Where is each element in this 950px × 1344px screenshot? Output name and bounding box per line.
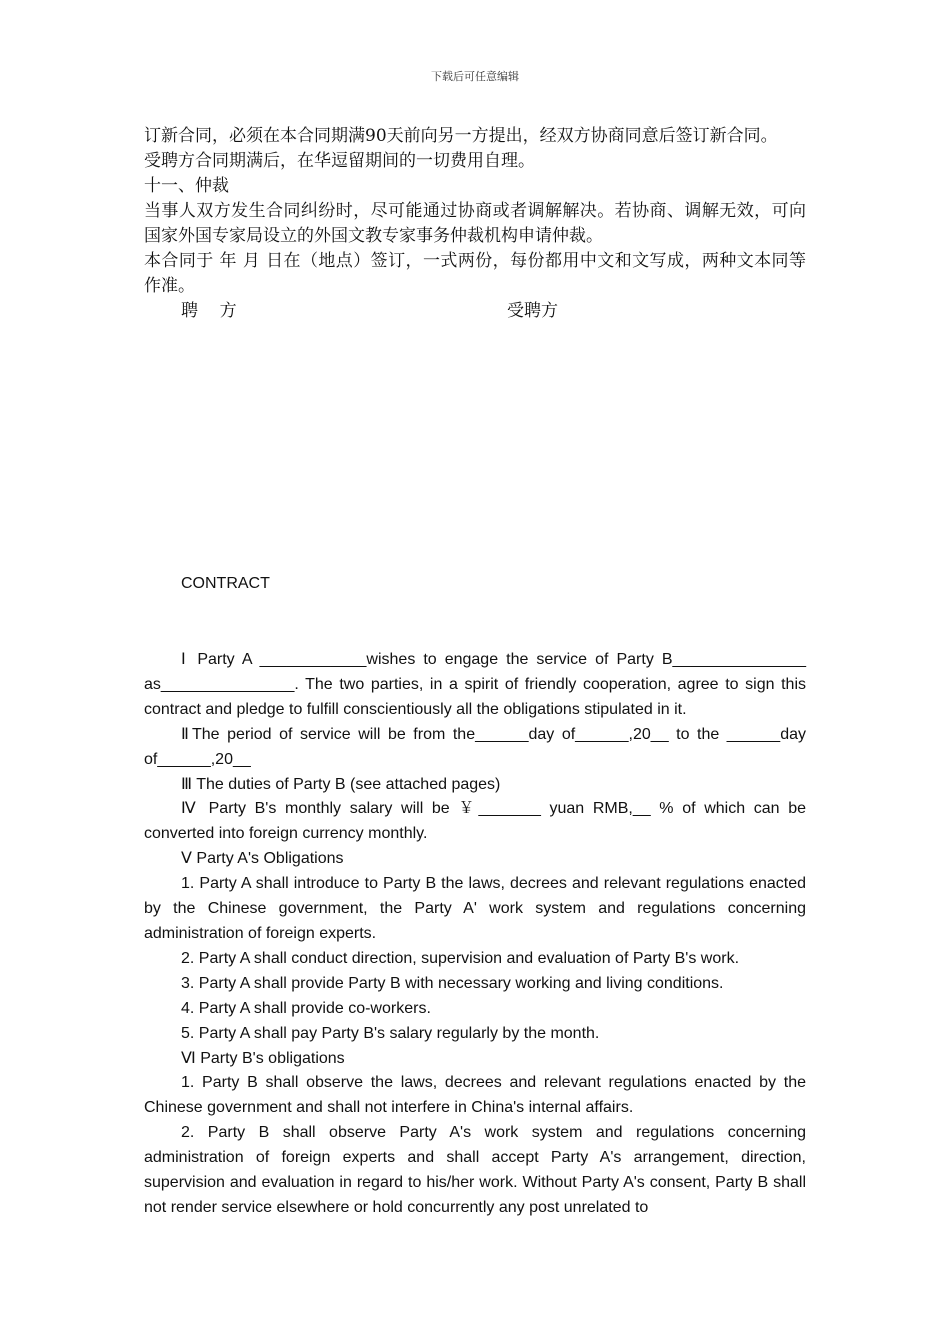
- en-paragraph: 3. Party A shall provide Party B with necessary working and living conditions.: [181, 974, 724, 992]
- en-paragraph: 2. Party A shall conduct direction, supervision and evaluation of Party B's work.: [181, 949, 740, 967]
- en-paragraph: 1. Party A shall introduce to Party B the laws, decrees and relevant regulations enacted by the Chinese government, the Party A' work system and regulations concerning administration of foreign experts.: [144, 875, 806, 942]
- zh-section-heading: 十一、仲裁: [144, 176, 229, 196]
- en-paragraph: Ⅳ Party B's monthly salary will be ￥_______ yuan RMB,__ % of which can be converted into foreign currency monthly.: [144, 800, 806, 843]
- en-paragraph: Ⅰ Party A ____________wishes to engage the service of Party B_______________ as_______________. The two parties, in a spirit of friendly cooperation, agree to sign this contract and pledge to fulfill conscientiously all the obligations stipulated in it.: [144, 651, 806, 718]
- zh-paragraph: 本合同于 年 月 日在（地点）签订，一式两份，每份都用中文和文写成，两种文本同等作准。: [144, 251, 806, 296]
- english-section: [144, 648, 806, 1221]
- zh-paragraph: 订新合同，必须在本合同期满90天前向另一方提出，经双方协商同意后签订新合同。: [144, 126, 778, 146]
- en-paragraph: 4. Party A shall provide co-workers.: [181, 999, 431, 1017]
- zh-paragraph: 当事人双方发生合同纠纷时，尽可能通过协商或者调解解决。若协商、调解无效，可向国家外国专家局设立的外国文教专家事务仲裁机构申请仲裁。: [144, 201, 806, 246]
- en-section-heading: Ⅴ Party A's Obligations: [181, 850, 344, 868]
- en-paragraph: ⅡThe period of service will be from the______day of______,20__ to the ______day of______,20__: [144, 725, 806, 768]
- en-paragraph: 2. Party B shall observe Party A's work system and regulations concerning administration of foreign experts and shall accept Party A's arrangement, direction, supervision and evaluation in regard to his/her work. Without Party A's consent, Party B shall not render service elsewhere or hold concurrently any post unrelated to: [144, 1124, 806, 1216]
- en-paragraph: Ⅲ The duties of Party B (see attached pages): [181, 775, 501, 793]
- en-paragraph: 5. Party A shall pay Party B's salary regularly by the month.: [181, 1024, 600, 1042]
- zh-paragraph: 受聘方合同期满后，在华逗留期间的一切费用自理。: [144, 151, 535, 171]
- party-a-label: 聘 方: [181, 301, 237, 321]
- contract-title: CONTRACT: [181, 575, 270, 592]
- page-header-note: 下载后可任意编辑: [431, 70, 519, 83]
- en-section-heading: Ⅵ Party B's obligations: [181, 1049, 345, 1067]
- signature-row: [144, 299, 806, 324]
- party-b-label: 受聘方: [507, 301, 558, 321]
- chinese-section: [144, 124, 806, 324]
- en-paragraph: 1. Party B shall observe the laws, decrees and relevant regulations enacted by the Chinese government and shall not interfere in China's internal affairs.: [144, 1074, 806, 1117]
